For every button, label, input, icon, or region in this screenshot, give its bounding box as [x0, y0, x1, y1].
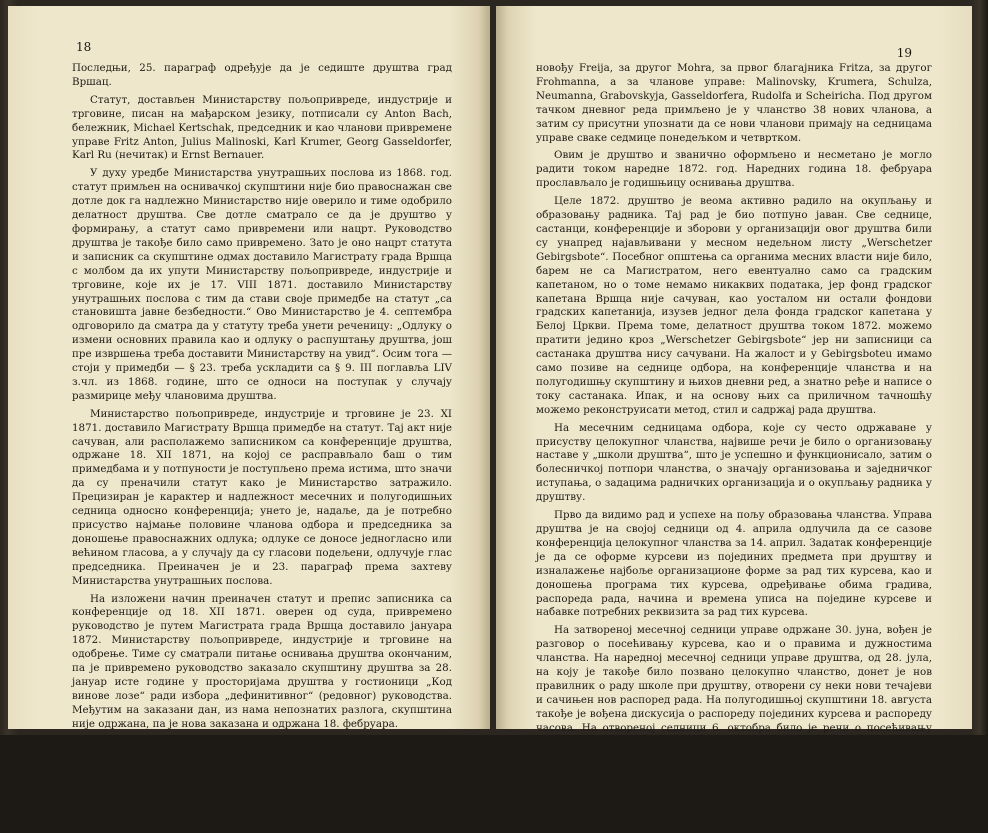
- paragraph: Скупштину је отворио привремени председник друштва Frohmann и предложио „господина Spanbauera“ за председавајућег на овој скупштини, „што је једногласно прихваћено“. Под првом тачком дневног реда изабрано је ново, сада већ редовно, руководство. За председника су изабрали Lurz-a, за заменика председника Deutsch-a, за првог бележника Bach-a, за другог бележника Roth-a, за првог рачу-: [72, 735, 452, 832]
- page-body: [536, 62, 932, 777]
- paragraph: новођу Freija, за другог Mohra, за првог благајника Fritza, за другог Frohmanna, а за чланове управе: Malinovsky, Krumera, Schulza, Neumanna, Grabovskyja, Gasseldorfera, Rudolfa и Scheiricha. Под другом тачком дневног реда примљено је у чланство 38 нових чланова, а затим су присутни упознати да се нови чланови примају на седницама управе сваке седмице понедељком и четвртком.: [536, 62, 932, 144]
- paragraph: Прво да видимо рад и успехе на пољу образовања чланства. Управа друштва је на својој седници од 4. априла одлучила да се сазове конференција целокупног чланства за 14. април. Задатак конференције је да се оформе курсеви из појединих предмета при друштву и изналажење најбоље организационе форме за рад тих курсева, као и доношења програма тих курсева, одређивање обима градива, распореда рада, начина и времена уписа на поједине курсеве и набавке потребних реквизита за рад тих курсева.: [536, 509, 932, 619]
- paragraph: Овим је друштво и званично оформљено и несметано је могло радити током наредне 1872. год. Наредних година 18. фебруара прослављало је годишњицу оснивања друштва.: [536, 149, 932, 190]
- paragraph: На затвореној месечној седници управе одржане 30. јуна, вођен је разговор о посећивању курсева, као и о правима и дужностима чланства. На наредној месечној седници управе друштва, од 28. јула, на коју је такође било позвано целокупно чланство, донет је нов правилник о раду школе при друштву, отворени су неки нови течајеви и сачињен нов распоред рада. На полугодишњој скупштини 18. августа такође је вођена дискусија о распореду појединих курсева и распореду часова. На отвореној седници 6. октобра било је речи о посећивању курсева, па је донешен нови план рада. Током новембра отпочео је курс цртања. На редовној месечној седници управе, 8. децембра, поново је било речи о наставном градиву појединих курсева.: [536, 624, 932, 776]
- paragraph: Целе 1872. друштво је веома активно радило на окупљању и образовању радника. Тај рад је био потпуно јаван. Све седнице, састанци, конференције и зборови у организацији овог друштва били су унапред најављивани у месном недељном листу „Werschetzer Gebirgsbote“. Посебног општења са органима месних власти није било, барем не са Магистратом, него евентуално само са градским капетаном, но о томе немамо никаквих података, јер фонд градског капетана Вршца није сачуван, као уосталом ни остали фондови градских капетанија, изузев једног дела фонда градског капетана у Белој Цркви. Према томе, делатност друштва током 1872. можемо пратити једино кроз „Werschetzer Gebirgsbote“ јер ни записници са састанака друштва нису сачувани. На жалост и у Gebirgsboteu имамо само позиве на седнице одбора, на конференције чланства и на полугодишњу скупштину и њихов дневни ред, а знатно ређе и написе о току састанака. Ипак, и на основу њих са приличном тачношћу можемо реконструисати метод, стил и садржај рада друштва.: [536, 195, 932, 416]
- paragraph: Статут, достављен Министарству пољопривреде, индустрије и трговине, писан на мађарском језику, потписали су Anton Bach, бележник, Michael Kertschak, председник и као чланови привремене управе Fritz Anton, Julius Malinoski, Karl Krumer, Georg Gasseldorfer, Karl Ru (нечитак) и Ernst Bernauer.: [72, 93, 452, 162]
- paragraph: На изложени начин преиначен статут и препис записника са конференције од 18. XII 1871. оверен од суда, привремено руководство је путем Магистрата града Вршца доставило јануара 1872. Министарству пољопривреде, индустрије и трговине на одобрење. Тиме су сматрали питање оснивања друштва окончаним, па је привремено руководство заказало скупштину друштва за 28. јануар исте године у просторијама друштва у гостионици „Код винове лозе“ ради избора „дефинитивног“ (редовног) руководства. Међутим на заказани дан, из нама непознатих разлога, скупштина није одржана, па је нова заказана и одржана 18. фебруара.: [72, 592, 452, 730]
- left-page: [8, 6, 490, 832]
- page-number: 19: [896, 46, 912, 60]
- page-number: 18: [76, 40, 92, 54]
- paragraph: Министарство пољопривреде, индустрије и трговине је 23. XI 1871. доставило Магистрату Вршца примедбе на статут. Тај акт није сачуван, али располажемо записником са конференције друштва, одржане 18. XII 1871, на којој се расправљало баш о тим примедбама и у потпуности је поступљено према истима, што значи да су преначили статут како је Министарство затражило. Прецизиран је карактер и надлежност месечних и полугодишњих седница односно конференција; унето је, надаље, да је потребно присуство најмање половине чланова одбора и председника за доношење правоснажних одлука; одлуке се доносе једногласно или већином гласова, а у случају да су гласови подељени, одлучује глас председника. Преиначен је и 23. параграф према захтеву Министарства унутрашњих послова.: [72, 407, 452, 587]
- paragraph: У духу уредбе Министарства унутрашњих послова из 1868. год. статут примљен на оснивачкој скупштини није био правоснажан све дотле док га надлежно Министарство није оверило и тиме одобрило делатност друштва. Све дотле сматрало се да је друштво у формирању, а статут само привремени или нацрт. Руководство друштва је такође било само привремено. Зато је оно нацрт статута и записник са скупштине одмах доставило Магистрату града Вршца с молбом да их упути Министарству пољопривреде, индустрије и трговине, које их је 17. VIII 1871. доставило Министарству унутрашњих послова с тим да стави своје примедбе на статут „са становишта јавне безбедности.“ Ово Министарство је 4. септембра одговорило да сматра да у статуту треба унети реченицу: „Одлуку о измени основних правила као и одлуку о распуштању друштва, још пре извршења треба доставити Министарству на увид“. Осим тога — стоји у примедби — § 23. треба ускладити са § 9. III поглавља LIV з.чл. из 1868. године, што се односи на поступак у случају размирице међу члановима друштва.: [72, 167, 452, 402]
- paragraph: На месечним седницама одбора, које су често одржаване у присуству целокупног чланства, највише речи је било о организовању наставе у „школи друштва“, што је успешно и функционисало, затим о болесничкој потпори чланства, о значају организовања и заједничког иступања, о задацима радничких организација и о окупљању радника у друштву.: [536, 421, 932, 504]
- right-page: [496, 6, 972, 776]
- paragraph: Последњи, 25. параграф одређује да је седиште друштва град Вршац.: [72, 62, 452, 88]
- page-body: [72, 62, 452, 833]
